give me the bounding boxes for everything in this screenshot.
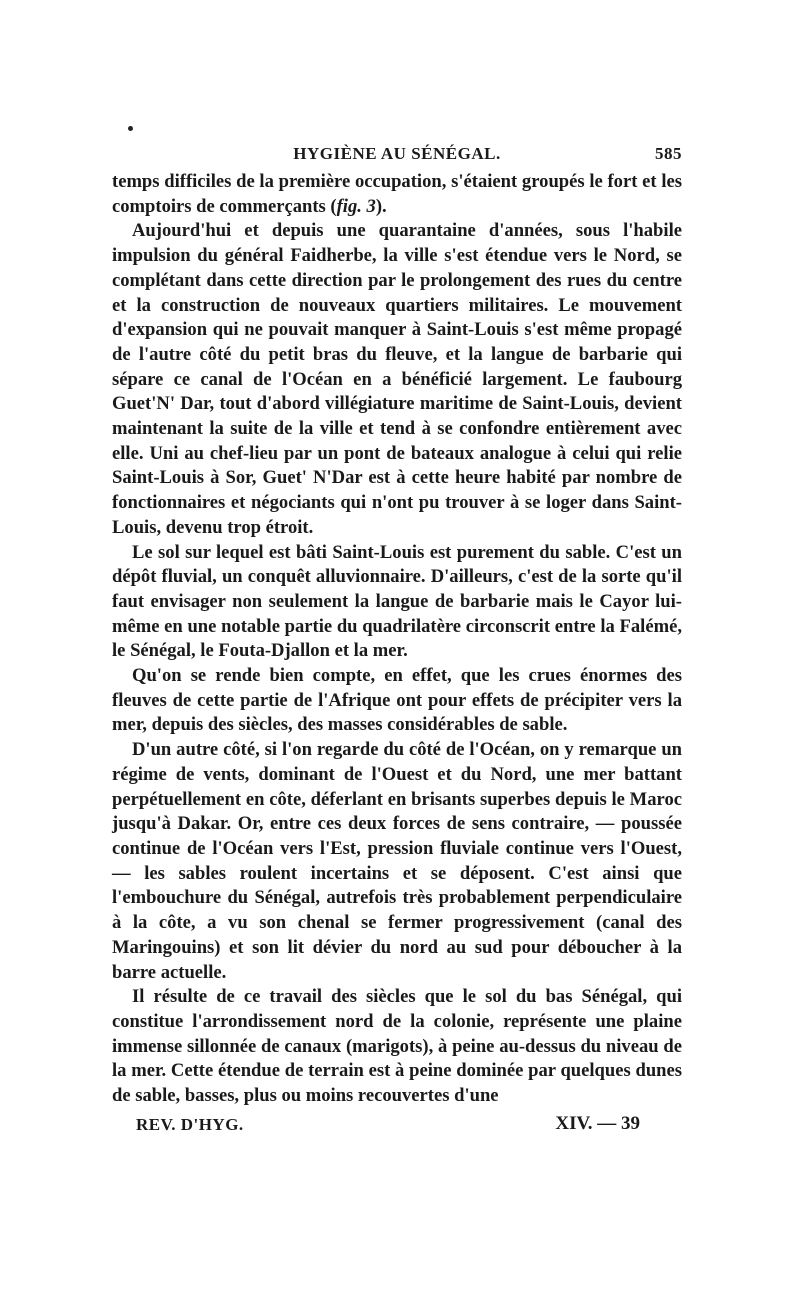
paragraph-4 bbox=[112, 664, 682, 738]
body-text bbox=[112, 170, 682, 1109]
paragraph-1 bbox=[112, 170, 682, 219]
figure-reference: fig. 3 bbox=[336, 195, 376, 217]
ink-dot bbox=[128, 126, 133, 131]
paragraph-5 bbox=[112, 738, 682, 985]
journal-abbreviation: REV. D'HYG. bbox=[136, 1114, 244, 1134]
running-title: HYGIÈNE AU SÉNÉGAL. bbox=[293, 144, 501, 163]
paragraph-text: temps difficiles de la première occupation, s'étaient groupés le fort et les comptoirs de commerçants ( bbox=[112, 171, 682, 217]
paragraph-6 bbox=[112, 985, 682, 1109]
paragraph-3 bbox=[112, 541, 682, 665]
paragraph-2 bbox=[112, 219, 682, 540]
running-head bbox=[112, 140, 682, 170]
signature-mark: XIV. — 39 bbox=[555, 1112, 640, 1134]
paragraph-text: ). bbox=[375, 195, 387, 217]
paragraph-text: D'un autre côté, si l'on regarde du côté de l'Océan, on y remarque un régime de vents, dominant de l'Ouest et du Nord, une mer battant perpétuellement en côte, déferlant en brisants superbes depuis le Maroc jusqu'à Dakar. Or, entre ces deux forces de sens contraire, — poussée continue de l'Océan vers l'Est, pression fluviale continue vers l'Ouest, — les sables roulent incertains et se déposent. C'est ainsi que l'embouchure du Sénégal, autrefois très probablement perpendiculaire à la côte, a vu son chenal se fermer progressivement (canal des Maringouins) et son lit dévier du nord au sud pour déboucher à la barre actuelle. bbox=[112, 739, 682, 983]
book-page bbox=[112, 140, 682, 1143]
paragraph-text: Aujourd'hui et depuis une quarantaine d'années, sous l'habile impulsion du général Faidherbe, la ville s'est étendue vers le Nord, se complétant dans cette direction par le prolongement des rues du centre et la construction de nouveaux quartiers militaires. Le mouvement d'expansion qui ne pouvait manquer à Saint-Louis s'est même propagé de l'autre côté du petit bras du fleuve, et la langue de barbarie qui sépare ce canal de l'Océan en a bénéficié largement. Le faubourg Guet'N' Dar, tout d'abord villégiature maritime de Saint-Louis, devient maintenant la suite de la ville et tend à se confondre entièrement avec elle. Uni au chef-lieu par un pont de bateaux analogue à celui qui relie Saint-Louis à Sor, Guet' N'Dar est à cette heure habité par nombre de fonctionnaires et négociants qui n'ont pu trouver à se loger dans Saint-Louis, devenu trop étroit. bbox=[112, 220, 682, 538]
paragraph-text: Le sol sur lequel est bâti Saint-Louis est purement du sable. C'est un dépôt fluvial, un conquêt alluvionnaire. D'ailleurs, c'est de la sorte qu'il faut envisager non seulement la langue de barbarie mais le Cayor lui-même en une notable partie du quadrilatère circonscrit entre la Falémé, le Sénégal, le Fouta-Djallon et la mer. bbox=[112, 541, 682, 662]
page-footer bbox=[112, 1113, 682, 1143]
paragraph-text: Il résulte de ce travail des siècles que le sol du bas Sénégal, qui constitue l'arrondissement nord de la colonie, représente une plaine immense sillonnée de canaux (marigots), à peine au-dessus du niveau de la mer. Cette étendue de terrain est à peine dominée par quelques dunes de sable, basses, plus ou moins recouvertes d'une bbox=[112, 986, 682, 1107]
page-number: 585 bbox=[655, 144, 682, 163]
paragraph-text: Qu'on se rende bien compte, en effet, que les crues énormes des fleuves de cette partie de l'Afrique ont pour effets de précipiter vers la mer, depuis des siècles, des masses considérables de sable. bbox=[112, 665, 682, 736]
